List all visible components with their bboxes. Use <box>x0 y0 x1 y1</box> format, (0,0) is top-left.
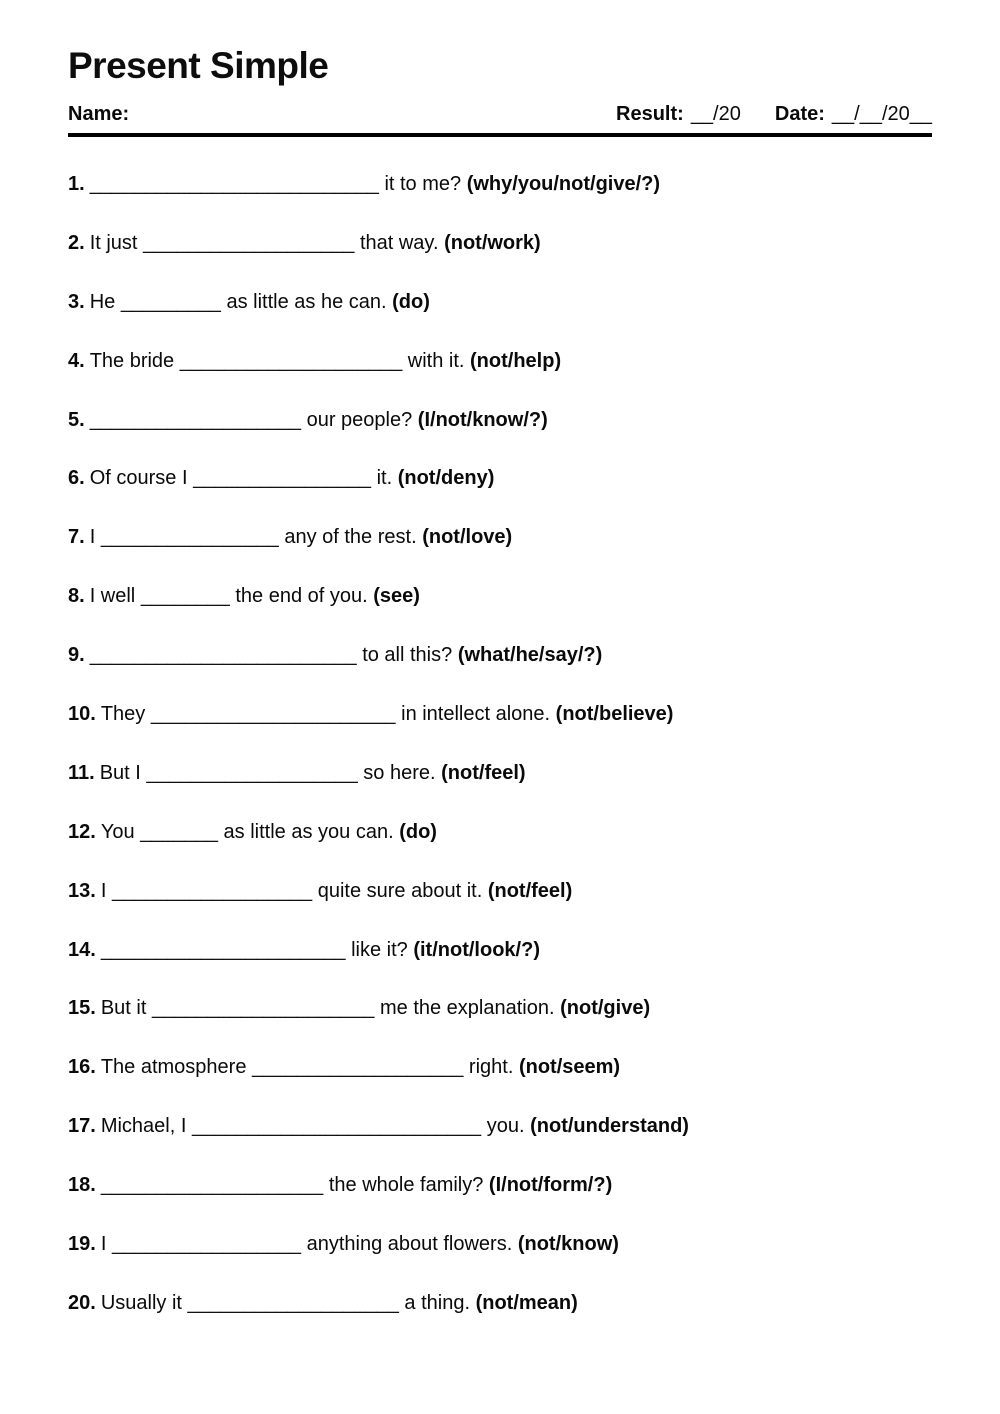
result-field <box>616 102 741 126</box>
exercise-item <box>68 567 932 626</box>
exercise-blank-line: _________ <box>120 290 221 313</box>
result-value: __/20 <box>690 103 741 125</box>
exercise-number: 16. <box>68 1056 96 1079</box>
exercise-hint: (I/not/know/?) <box>417 408 548 431</box>
result-label: Result: <box>616 103 684 125</box>
exercise-pre-text: The bride <box>89 349 180 372</box>
exercise-blank-line: ________________ <box>100 526 279 549</box>
exercise-hint: (not/help) <box>470 349 562 372</box>
exercise-blank-line: ___________________ <box>146 761 358 784</box>
exercise-post-text: with it. <box>402 349 471 372</box>
exercise-number: 6. <box>68 467 85 490</box>
exercise-number: 5. <box>68 408 85 431</box>
exercise-number: 19. <box>68 1233 96 1256</box>
exercise-hint: (not/feel) <box>441 761 526 784</box>
exercise-hint: (not/believe) <box>555 703 674 726</box>
exercise-blank-line: __________________________ <box>89 173 379 195</box>
exercise-hint: (not/seem) <box>518 1056 621 1079</box>
exercise-blank-line: ________________ <box>193 467 372 490</box>
exercise-pre-text: I <box>100 1233 112 1256</box>
exercise-item <box>68 921 932 980</box>
exercise-blank-line: ________ <box>140 585 230 608</box>
exercise-post-text: right. <box>463 1056 519 1079</box>
exercise-number: 7. <box>68 526 85 549</box>
exercise-item <box>68 979 932 1038</box>
exercise-pre-text: They <box>100 703 151 726</box>
exercise-number: 12. <box>68 820 96 843</box>
exercise-pre-text: Of course I <box>89 467 194 490</box>
exercise-number: 8. <box>68 585 85 608</box>
exercise-pre-text: But I <box>99 761 147 784</box>
exercise-blank-line: ____________________ <box>151 997 375 1020</box>
exercise-hint: (not/work) <box>444 231 541 254</box>
exercise-post-text: like it? <box>345 938 414 961</box>
exercise-hint: (not/know) <box>517 1233 619 1256</box>
exercise-item <box>68 803 932 862</box>
exercise-number: 18. <box>68 1174 96 1197</box>
exercise-hint: (I/not/form/?) <box>488 1174 613 1197</box>
exercise-number: 2. <box>68 231 85 254</box>
exercise-blank-line: ___________________ <box>143 231 355 254</box>
header-meta-row <box>68 102 932 126</box>
exercise-pre-text: The atmosphere <box>100 1056 253 1079</box>
name-label: Name: <box>68 103 130 125</box>
exercise-pre-text: I <box>89 526 101 549</box>
exercise-blank-line: _______ <box>140 820 218 843</box>
date-field <box>775 102 932 126</box>
exercise-blank-line: ___________________ <box>252 1056 464 1079</box>
exercise-item <box>68 862 932 921</box>
exercise-item <box>68 508 932 567</box>
exercise-hint: (not/mean) <box>475 1291 578 1314</box>
exercise-hint: (why/you/not/give/?) <box>466 173 661 195</box>
exercise-blank-line: ____________________ <box>100 1174 324 1197</box>
exercise-post-text: it to me? <box>378 173 467 195</box>
exercise-number: 17. <box>68 1115 96 1138</box>
exercise-pre-text: You <box>100 820 141 843</box>
exercise-hint: (not/love) <box>422 526 513 549</box>
exercise-hint: (not/feel) <box>487 879 573 902</box>
exercise-blank-line: ______________________ <box>100 938 346 961</box>
exercise-blank-line: ___________________ <box>187 1291 399 1314</box>
exercise-post-text: in intellect alone. <box>395 703 556 726</box>
exercise-post-text: that way. <box>354 231 445 254</box>
exercise-post-text: as little as he can. <box>220 290 393 313</box>
page-title: Present Simple <box>68 45 329 86</box>
exercise-number: 9. <box>68 644 85 667</box>
exercise-blank-line: ______________________ <box>150 703 396 726</box>
exercise-hint: (do) <box>399 820 437 843</box>
exercise-pre-text: Usually it <box>100 1291 188 1314</box>
exercise-item <box>68 449 932 508</box>
exercise-post-text: a thing. <box>398 1291 476 1314</box>
exercise-list <box>68 155 932 1333</box>
exercise-item <box>68 391 932 450</box>
exercise-pre-text: But it <box>100 997 152 1020</box>
exercise-post-text: our people? <box>301 408 418 431</box>
exercise-item <box>68 332 932 391</box>
exercise-item <box>68 626 932 685</box>
header-rule <box>68 133 932 137</box>
exercise-pre-text: It just <box>89 231 144 254</box>
exercise-item <box>68 744 932 803</box>
exercise-number: 11. <box>68 761 95 784</box>
exercise-blank-line: ___________________ <box>89 408 302 431</box>
exercise-post-text: any of the rest. <box>278 526 423 549</box>
exercise-post-text: the whole family? <box>323 1174 489 1197</box>
exercise-hint: (not/give) <box>560 997 651 1020</box>
exercise-item <box>68 155 932 214</box>
exercise-number: 15. <box>68 997 96 1020</box>
exercise-pre-text: He <box>89 290 121 313</box>
exercise-pre-text: I well <box>89 585 141 608</box>
exercise-item <box>68 1097 932 1156</box>
exercise-number: 20. <box>68 1291 96 1314</box>
exercise-hint: (not/understand) <box>530 1115 689 1138</box>
exercise-post-text: quite sure about it. <box>312 879 488 902</box>
exercise-blank-line: __________________________ <box>191 1115 482 1138</box>
exercise-number: 3. <box>68 290 85 313</box>
exercise-pre-text: I <box>100 879 112 902</box>
exercise-post-text: so here. <box>357 761 442 784</box>
exercise-item <box>68 1274 932 1333</box>
exercise-blank-line: ________________________ <box>89 644 357 667</box>
exercise-item <box>68 1215 932 1274</box>
exercise-number: 14. <box>68 938 96 961</box>
exercise-blank-line: __________________ <box>111 879 313 902</box>
date-value: __/__/20__ <box>831 103 932 125</box>
exercise-post-text: it. <box>371 467 398 490</box>
exercise-number: 4. <box>68 349 85 372</box>
exercise-number: 10. <box>68 703 96 726</box>
exercise-hint: (do) <box>392 290 430 313</box>
exercise-item <box>68 273 932 332</box>
exercise-number: 1. <box>68 173 85 195</box>
exercise-item <box>68 685 932 744</box>
exercise-post-text: as little as you can. <box>218 820 400 843</box>
exercise-hint: (what/he/say/?) <box>457 644 603 667</box>
exercise-hint: (it/not/look/?) <box>413 938 540 961</box>
exercise-blank-line: _________________ <box>111 1233 302 1256</box>
exercise-pre-text: Michael, I <box>100 1115 192 1138</box>
exercise-item <box>68 1156 932 1215</box>
date-label: Date: <box>774 103 825 125</box>
exercise-hint: (not/deny) <box>397 467 495 490</box>
exercise-item <box>68 1038 932 1097</box>
exercise-post-text: me the explanation. <box>374 997 561 1020</box>
exercise-blank-line: ____________________ <box>179 349 403 372</box>
exercise-post-text: anything about flowers. <box>301 1233 518 1256</box>
exercise-number: 13. <box>68 879 96 902</box>
exercise-post-text: to all this? <box>356 644 458 667</box>
header-meta-right <box>616 102 932 126</box>
exercise-hint: (see) <box>373 585 420 608</box>
exercise-post-text: the end of you. <box>229 585 374 608</box>
exercise-item <box>68 214 932 273</box>
exercise-post-text: you. <box>481 1115 531 1138</box>
